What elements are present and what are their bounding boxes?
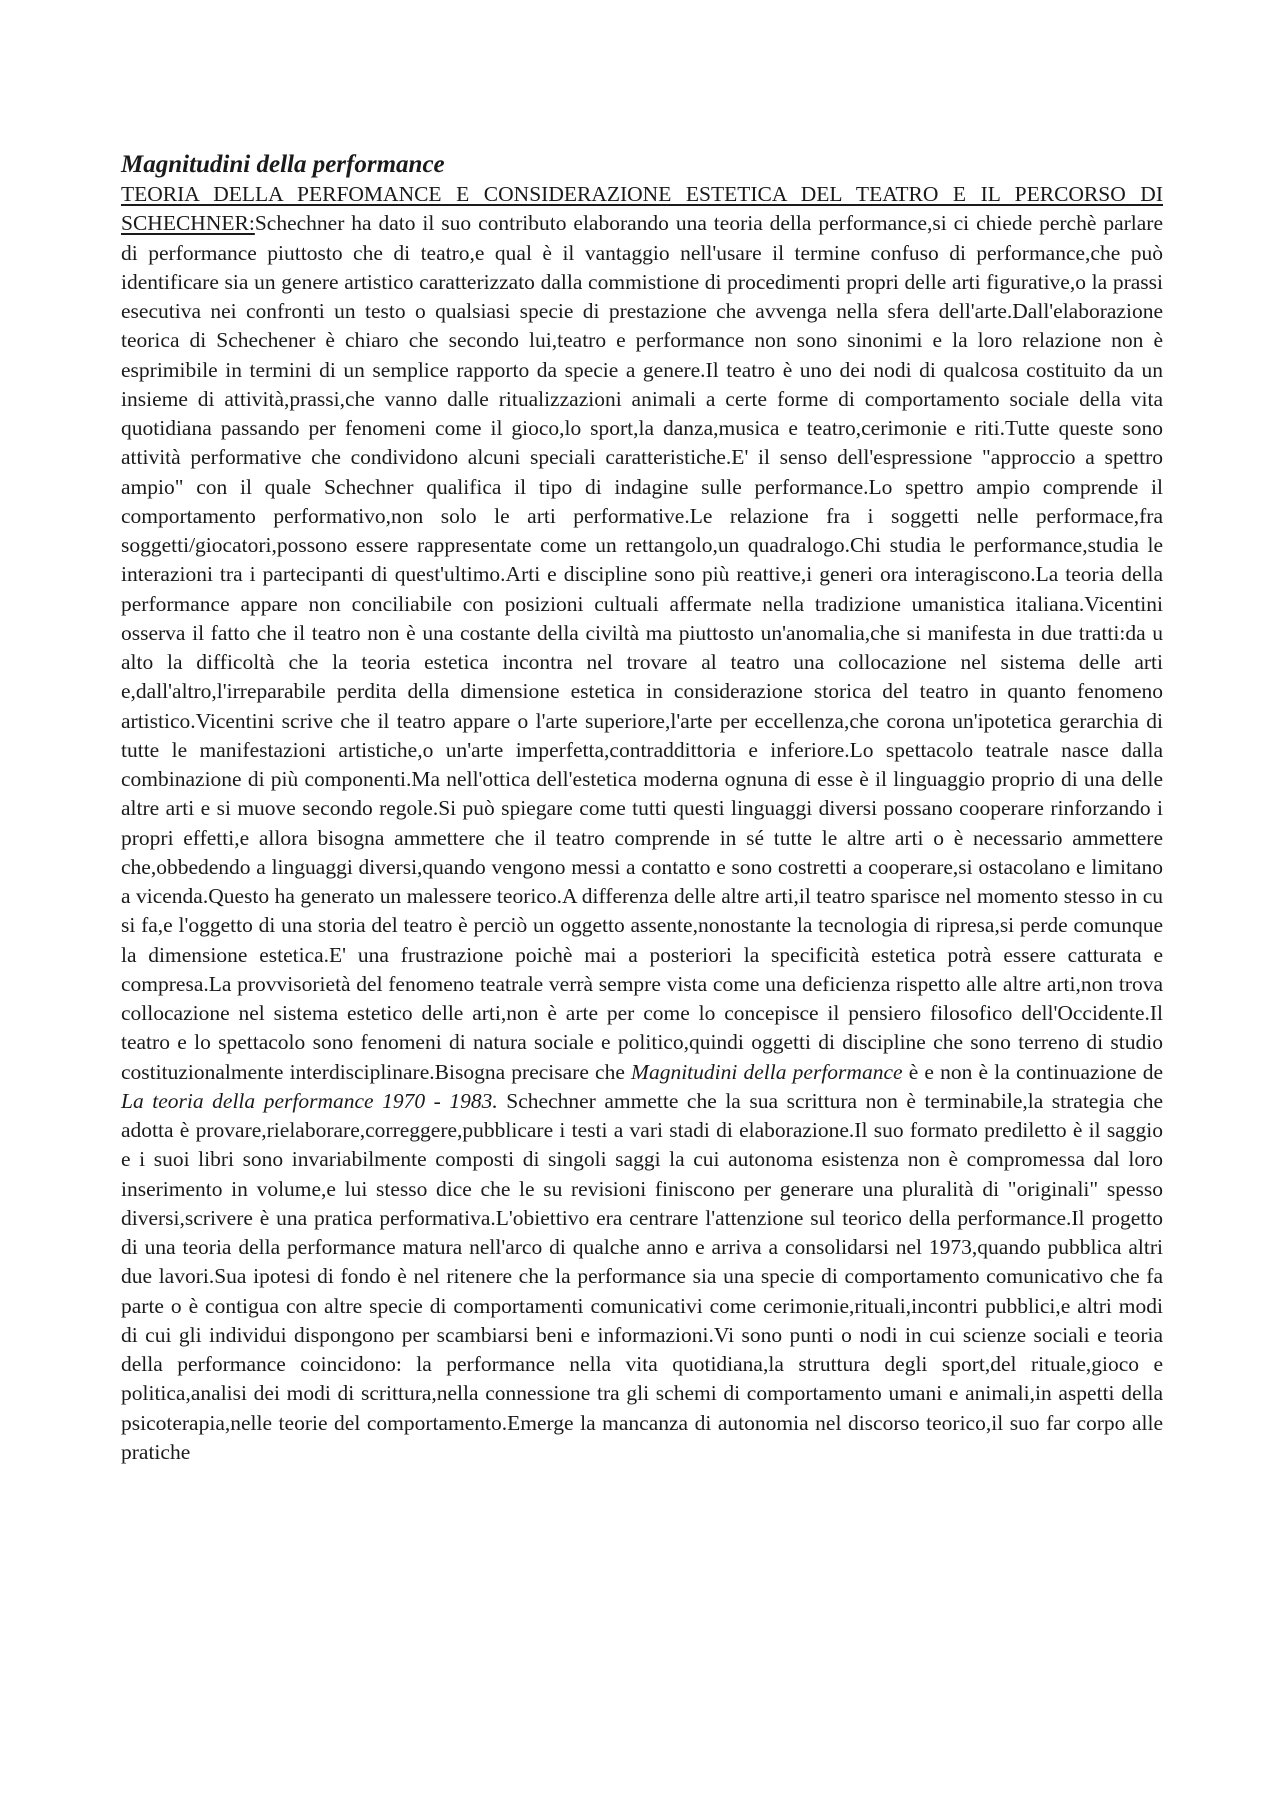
document-page xyxy=(121,150,1163,1467)
document-body xyxy=(121,180,1163,1467)
document-title: Magnitudini della performance xyxy=(121,151,445,178)
body-text-part-3: Schechner ammette che la sua scrittura non è terminabile,la strategia che adotta è provare,rielaborare,correggere,pubblicare i testi a vari stadi di elaborazione.Il suo formato prediletto è il saggio e i suoi libri sono invariabilmente composti di singoli saggi la cui autonoma esistenza non è compromessa dal loro inserimento in volume,e lui stesso dice che le su revisioni finiscono per generare una pluralità di "originali" spesso diversi,scrivere è una pratica performativa.L'obiettivo era centrare l'attenzione sul teorico della performance.Il progetto di una teoria della performance matura nell'arco di qualche anno e arriva a consolidarsi nel 1973,quando pubblica altri due lavori.Sua ipotesi di fondo è nel ritenere che la performance sia una specie di comportamento comunicativo che fa parte o è contigua con altre specie di comportamenti comunicativi come cerimonie,rituali,incontri pubblici,e altri modi di cui gli individui dispongono per scambiarsi beni e informazioni.Vi sono punti o nodi in cui scienze sociali e teoria della performance coincidono: la performance nella vita quotidiana,la struttura degli sport,del rituale,gioco e politica,analisi dei modi di scrittura,nella connessione tra gli schemi di comportamento umani e animali,in aspetti della psicoterapia,nelle teorie del comportamento.Emerge la mancanza di autonomia nel discorso teorico,il suo far corpo alle pratiche xyxy=(121,1088,1164,1464)
section-heading: TEORIA DELLA PERFOMANCE E CONSIDERAZIONE ESTETICA DEL TEATRO E IL PERCORSO DI SCHECHNER: xyxy=(121,182,1163,236)
italic-book-title-1: Magnitudini della performance xyxy=(631,1059,903,1084)
body-text-part-1: Schechner ha dato il suo contributo elaborando una teoria della performance,si ci chiede perchè parlare di performance piuttosto che di teatro,e qual è il vantaggio nell'usare il termine confuso di performance,che può identificare sia un genere artistico caratterizzato dalla commistione di procedimenti propri delle arti figurative,o la prassi esecutiva nei confronti un testo o qualsiasi specie di prestazione che avvenga nella sfera dell'arte.Dall'elaborazione teorica di Schechener è chiaro che secondo lui,teatro e performance non sono sinonimi e la loro relazione non è esprimibile in termini di un semplice rapporto da specie a genere.Il teatro è uno dei nodi di qualcosa costituito da un insieme di attività,prassi,che vanno dalle ritualizzazioni animali a certe forme di comportamento sociale della vita quotidiana passando per fenomeni come il gioco,lo sport,la danza,musica e teatro,cerimonie e riti.Tutte queste sono attività performative che condividono alcuni speciali caratteristiche.E' il senso dell'espressione "approccio a spettro ampio" con il quale Schechner qualifica il tipo di indagine sulle performance.Lo spettro ampio comprende il comportamento performativo,non solo le arti performative.Le relazione fra i soggetti nelle performace,fra soggetti/giocatori,possono essere rappresentate come un rettangolo,un quadralogo.Chi studia le performance,studia le interazioni tra i partecipanti di quest'ultimo.Arti e discipline sono più reattive,i generi ora interagiscono.La teoria della performance appare non conciliabile con posizioni cultuali affermate nella tradizione umanistica italiana.Vicentini osserva il fatto che il teatro non è una costante della civiltà ma piuttosto un'anomalia,che si manifesta in due tratti:da u alto la difficoltà che la teoria estetica incontra nel trovare al teatro una collocazione nel sistema delle arti e,dall'altro,l'irreparabile perdita della dimensione estetica in considerazione storica del teatro in quanto fenomeno artistico.Vicentini scrive che il teatro appare o l'arte superiore,l'arte per eccellenza,che corona un'ipotetica gerarchia di tutte le manifestazioni artistiche,o un'arte imperfetta,contraddittoria e inferiore.Lo spettacolo teatrale nasce dalla combinazione di più componenti.Ma nell'ottica dell'estetica moderna ognuna di esse è il linguaggio proprio di una delle altre arti e si muove secondo regole.Si può spiegare come tutti questi linguaggi diversi possano cooperare rinforzando i propri effetti,e allora bisogna ammettere che il teatro comprende in sé tutte le altre arti o è necessario ammettere che,obbedendo a linguaggi diversi,quando vengono messi a contatto e sono costretti a cooperare,si ostacolano e limitano a vicenda.Questo ha generato un malessere teorico.A differenza delle altre arti,il teatro sparisce nel momento stesso in cu si fa,e l'oggetto di una storia del teatro è perciò un oggetto assente,nonostante la tecnologia di ripresa,si perde comunque la dimensione estetica.E' una frustrazione poichè mai a posteriori la specificità estetica potrà essere catturata e compresa.La provvisorietà del fenomeno teatrale verrà sempre vista come una deficienza rispetto alle altre arti,non trova collocazione nel sistema estetico delle arti,non è arte per come lo concepisce il pensiero filosofico dell'Occidente.Il teatro e lo spettacolo sono fenomeni di natura sociale e politico,quindi oggetti di discipline che sono terreno di studio costituzionalmente interdisciplinare.Bisogna precisare che xyxy=(121,211,1163,1084)
italic-book-title-2: La teoria della performance 1970 - 1983. xyxy=(121,1088,498,1113)
body-text-part-2: è e non è la continuazione de xyxy=(902,1059,1164,1084)
